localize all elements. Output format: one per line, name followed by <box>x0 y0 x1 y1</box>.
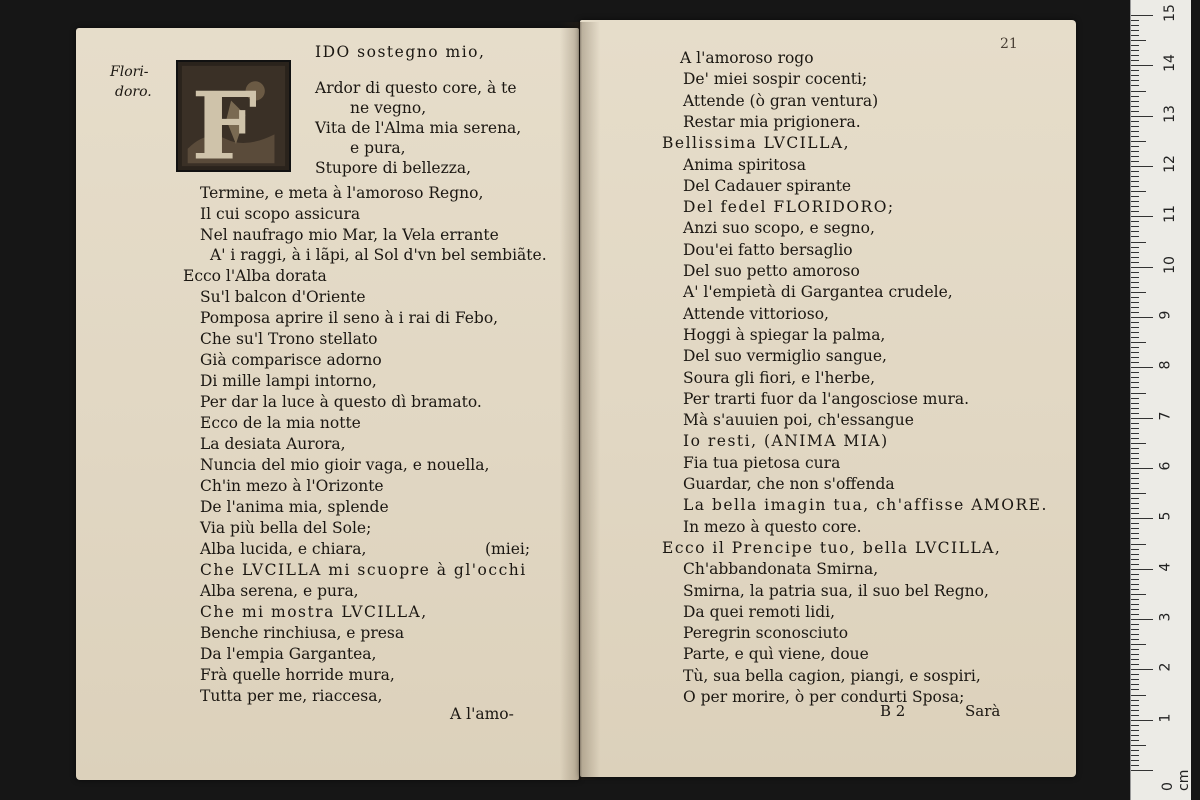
left-text-line: Vita de l'Alma mia serena, <box>315 119 522 137</box>
ruler-tick <box>1131 257 1139 258</box>
ruler-tick <box>1131 242 1146 243</box>
ruler-tick <box>1131 231 1139 232</box>
ruler-tick <box>1131 604 1139 605</box>
ruler-tick <box>1131 171 1139 172</box>
ruler-tick <box>1131 574 1139 575</box>
ruler-tick <box>1131 705 1139 706</box>
ruler-label: 6 <box>1157 461 1174 471</box>
ruler-tick <box>1131 106 1139 107</box>
ruler-label: 12 <box>1161 155 1178 173</box>
ruler-tick <box>1131 297 1139 298</box>
svg-text:F: F <box>191 71 258 170</box>
ruler-tick <box>1131 443 1146 444</box>
ruler-tick <box>1131 382 1139 383</box>
ruler-tick <box>1131 352 1139 353</box>
ruler-tick <box>1131 674 1139 675</box>
right-text-line: Tù, sua bella cagion, piangi, e sospiri, <box>683 666 981 685</box>
ruler-tick <box>1131 750 1139 751</box>
right-text-line: Restar mia prigionera. <box>683 112 861 131</box>
ruler-tick <box>1131 196 1139 197</box>
ruler-tick <box>1131 488 1139 489</box>
right-text-line: Dou'ei fatto bersaglio <box>683 240 853 259</box>
ruler-tick <box>1131 60 1139 61</box>
ruler-tick <box>1131 695 1146 696</box>
ruler-tick <box>1131 252 1139 253</box>
ruler-tick <box>1131 337 1139 338</box>
ruler-tick <box>1131 735 1139 736</box>
ruler-tick <box>1131 765 1139 766</box>
left-text-line: Da l'empia Gargantea, <box>200 645 377 663</box>
ruler-tick <box>1131 523 1139 524</box>
ruler-tick <box>1131 367 1153 368</box>
ruler-tick <box>1131 70 1139 71</box>
ruler-tick <box>1131 700 1139 701</box>
ruler-tick <box>1131 770 1153 771</box>
right-text-line: Fia tua pietosa cura <box>683 453 841 472</box>
ruler-tick <box>1131 614 1139 615</box>
right-text-line: In mezo à questo core. <box>683 517 862 536</box>
ruler-tick <box>1131 413 1139 414</box>
ruler-tick <box>1131 131 1139 132</box>
ruler-tick <box>1131 322 1139 323</box>
ruler-tick <box>1131 549 1139 550</box>
ruler-tick <box>1131 760 1139 761</box>
ruler-tick <box>1131 302 1139 303</box>
right-text-line: Io resti, (ANIMA MIA) <box>683 432 889 451</box>
ruler-label: 9 <box>1157 310 1174 320</box>
right-text-line: Hoggi à spiegar la palma, <box>683 325 886 344</box>
right-text-line: La bella imagin tua, ch'affisse AMORE. <box>683 496 1048 515</box>
ruler-tick <box>1131 216 1153 217</box>
left-text-line: Pomposa aprire il seno à i rai di Febo, <box>200 309 499 327</box>
ruler-tick <box>1131 292 1146 293</box>
ruler-tick <box>1131 649 1139 650</box>
ruler-tick <box>1131 468 1153 469</box>
left-text-line: Stupore di bellezza, <box>315 159 472 177</box>
right-text-line: A l'amoroso rogo <box>680 49 814 67</box>
ruler-tick <box>1131 428 1139 429</box>
ruler-tick <box>1131 745 1146 746</box>
ruler-tick <box>1131 55 1139 56</box>
ruler-tick <box>1131 740 1139 741</box>
left-text-line: Che LVCILLA mi scuopre à gl'occhi <box>200 561 527 579</box>
ruler-tick <box>1131 594 1146 595</box>
right-text-line: Guardar, che non s'offenda <box>683 475 895 493</box>
ruler-tick <box>1131 403 1139 404</box>
ruler-tick <box>1131 669 1153 670</box>
ruler-tick <box>1131 408 1139 409</box>
left-text-line: La desiata Aurora, <box>200 435 346 453</box>
ruler-tick <box>1131 508 1139 509</box>
ruler-tick <box>1131 357 1139 358</box>
ruler-label: 15 <box>1161 4 1178 22</box>
signature-mark: B 2 <box>880 702 906 720</box>
ruler-tick <box>1131 262 1139 263</box>
ruler-tick <box>1131 579 1139 580</box>
ruler-label: 5 <box>1157 511 1174 521</box>
ruler-tick <box>1131 473 1139 474</box>
right-text-line: Peregrin sconosciuto <box>683 624 849 643</box>
ruler-tick <box>1131 387 1139 388</box>
ruler-label: 1 <box>1157 713 1174 723</box>
ruler-tick <box>1131 423 1139 424</box>
right-text-line: Del suo vermiglio sangue, <box>683 347 887 366</box>
left-text-line: Che mi mostra LVCILLA, <box>200 603 428 621</box>
right-text-line: Per trarti fuor da l'angosciose mura. <box>683 389 970 408</box>
ruler-tick <box>1131 377 1139 378</box>
left-text-line: Già comparisce adorno <box>200 351 382 369</box>
ruler-tick <box>1131 317 1153 318</box>
ruler-tick <box>1131 75 1139 76</box>
ruler-label: 7 <box>1157 411 1174 421</box>
ruler-tick <box>1131 679 1139 680</box>
ruler-tick <box>1131 156 1139 157</box>
ruler-tick <box>1131 609 1139 610</box>
ruler-tick <box>1131 35 1139 36</box>
ruler-tick <box>1131 544 1146 545</box>
right-text-line: De' miei sospir cocenti; <box>683 70 868 89</box>
ruler-tick <box>1131 332 1139 333</box>
left-text-line: Termine, e meta à l'amoroso Regno, <box>200 184 484 202</box>
ruler-tick <box>1131 327 1139 328</box>
ruler-tick <box>1131 312 1139 313</box>
ruler-tick <box>1131 398 1139 399</box>
ruler-tick <box>1131 362 1139 363</box>
ruler-tick <box>1131 659 1139 660</box>
right-text-line: Del fedel FLORIDORO; <box>683 198 895 217</box>
ruler-tick <box>1131 478 1139 479</box>
ruler-tick <box>1131 639 1139 640</box>
ruler-tick <box>1131 483 1139 484</box>
ruler-label: 13 <box>1161 104 1178 123</box>
left-text-line: Ecco l'Alba dorata <box>183 267 327 285</box>
ruler-tick <box>1131 634 1139 635</box>
left-text-line: (miei; <box>485 540 531 558</box>
ruler-tick <box>1131 533 1139 534</box>
ruler-tick <box>1131 458 1139 459</box>
ruler-label: 2 <box>1157 662 1174 672</box>
ruler-tick <box>1131 45 1139 46</box>
ruler-tick <box>1131 85 1139 86</box>
left-catchword: A l'amo- <box>450 705 514 723</box>
ruler-label: 0 cm <box>1160 769 1192 791</box>
right-text-line: Attende (ò gran ventura) <box>683 91 879 110</box>
ruler-tick <box>1131 689 1139 690</box>
ruler-tick <box>1131 236 1139 237</box>
ruler-tick <box>1131 493 1146 494</box>
left-text-line: IDO sostegno mio, <box>315 43 486 61</box>
right-text-line: Mà s'auuien poi, ch'essangue <box>683 411 914 430</box>
right-text-line: Del Cadauer spirante <box>683 176 852 195</box>
ruler-tick <box>1131 418 1153 419</box>
left-text-line: Che su'l Trono stellato <box>200 330 378 348</box>
ruler-label: 4 <box>1157 562 1174 572</box>
ruler-tick <box>1131 91 1146 92</box>
ruler-tick <box>1131 96 1139 97</box>
ruler-tick <box>1131 644 1146 645</box>
ruler-tick <box>1131 282 1139 283</box>
left-text-line: Alba serena, e pura, <box>200 582 359 600</box>
ruler-tick <box>1131 393 1146 394</box>
ruler-tick <box>1131 453 1139 454</box>
ruler-tick <box>1131 755 1139 756</box>
ruler-tick <box>1131 503 1139 504</box>
left-text-line: Su'l balcon d'Oriente <box>200 288 366 306</box>
ruler-tick <box>1131 15 1153 16</box>
ruler-tick <box>1131 146 1139 147</box>
right-text-line: Bellissima LVCILLA, <box>662 134 851 153</box>
right-text-line: Parte, e quì viene, doue <box>683 645 869 664</box>
left-text-line: Via più bella del Sole; <box>200 519 372 537</box>
woodcut-initial-icon <box>178 62 289 170</box>
right-text-line: Anima spiritosa <box>683 155 806 174</box>
left-text-line: Ch'in mezo à l'Orizonte <box>200 477 384 495</box>
ruler-tick <box>1131 528 1139 529</box>
right-text-line: Smirna, la patria sua, il suo bel Regno, <box>683 581 989 600</box>
ruler-tick <box>1131 569 1153 570</box>
left-text-line: Nuncia del mio gioir vaga, e nouella, <box>200 456 490 474</box>
ruler-tick <box>1131 559 1139 560</box>
ruler-tick <box>1131 684 1139 685</box>
ruler-tick <box>1131 176 1139 177</box>
ruler-tick <box>1131 372 1139 373</box>
right-text-line: O per morire, ò per condurti Sposa; <box>683 688 965 706</box>
ruler-tick <box>1131 564 1139 565</box>
ruler-tick <box>1131 50 1139 51</box>
ruler-tick <box>1131 624 1139 625</box>
ruler-tick <box>1131 80 1139 81</box>
ruler-tick <box>1131 518 1153 519</box>
left-text-line: Ardor di questo core, à te <box>315 79 517 97</box>
ruler-label: 11 <box>1161 205 1178 224</box>
ruler-label: 3 <box>1157 612 1174 622</box>
ruler-tick <box>1131 619 1153 620</box>
ruler-tick <box>1131 226 1139 227</box>
decorated-initial-letter <box>176 60 291 172</box>
ruler-tick <box>1131 730 1139 731</box>
ruler-tick <box>1131 599 1139 600</box>
ruler-tick <box>1131 126 1139 127</box>
ruler-tick <box>1131 277 1139 278</box>
left-text-line: Alba lucida, e chiara, <box>200 540 367 558</box>
ruler-tick <box>1131 715 1139 716</box>
ruler-tick <box>1131 191 1146 192</box>
ruler-tick <box>1131 664 1139 665</box>
ruler-tick <box>1131 136 1139 137</box>
ruler-tick <box>1131 101 1139 102</box>
ruler-tick <box>1131 247 1139 248</box>
ruler-tick <box>1131 186 1139 187</box>
ruler-tick <box>1131 141 1146 142</box>
ruler-tick <box>1131 40 1146 41</box>
measurement-ruler <box>1130 0 1191 800</box>
ruler-tick <box>1131 116 1153 117</box>
margin-note-line-1: Flori- <box>110 64 149 80</box>
ruler-tick <box>1131 221 1139 222</box>
ruler-tick <box>1131 448 1139 449</box>
ruler-tick <box>1131 161 1139 162</box>
ruler-tick <box>1131 433 1139 434</box>
ruler-tick <box>1131 25 1139 26</box>
right-text-line: Soura gli fiori, e l'herbe, <box>683 368 876 387</box>
right-catchword: Sarà <box>965 702 1001 720</box>
left-text-line: Tutta per me, riaccesa, <box>200 687 383 705</box>
ruler-tick <box>1131 463 1139 464</box>
ruler-tick <box>1131 584 1139 585</box>
left-text-line: ne vegno, <box>350 99 427 117</box>
right-text-line: Del suo petto amoroso <box>683 262 860 280</box>
ruler-label: 8 <box>1157 360 1174 370</box>
ruler-tick <box>1131 30 1139 31</box>
ruler-tick <box>1131 151 1139 152</box>
left-text-line: Il cui scopo assicura <box>200 205 361 223</box>
ruler-tick <box>1131 513 1139 514</box>
ruler-tick <box>1131 166 1153 167</box>
ruler-tick <box>1131 20 1139 21</box>
ruler-label: 14 <box>1161 54 1178 73</box>
left-text-line: De l'anima mia, splende <box>200 498 389 516</box>
ruler-tick <box>1131 725 1139 726</box>
left-text-line: Per dar la luce à questo dì bramato. <box>200 393 482 411</box>
left-text-line: Ecco de la mia notte <box>200 414 361 432</box>
ruler-tick <box>1131 121 1139 122</box>
ruler-tick <box>1131 654 1139 655</box>
margin-note-line-2: doro. <box>115 84 152 100</box>
page-number: 21 <box>1000 36 1018 52</box>
right-text-line: Anzi suo scopo, e segno, <box>683 219 875 238</box>
left-text-line: Di mille lampi intorno, <box>200 372 377 390</box>
right-text-line: Attende vittorioso, <box>683 304 829 323</box>
ruler-tick <box>1131 111 1139 112</box>
ruler-tick <box>1131 347 1139 348</box>
ruler-tick <box>1131 710 1139 711</box>
right-text-line: Ecco il Prencipe tuo, bella LVCILLA, <box>662 538 1002 557</box>
left-text-line: A' i raggi, à i lãpi, al Sol d'vn bel sembiãte. <box>210 246 547 264</box>
ruler-tick <box>1131 498 1139 499</box>
ruler-tick <box>1131 65 1153 66</box>
left-text-line: Frà quelle horride mura, <box>200 666 395 684</box>
ruler-tick <box>1131 720 1153 721</box>
right-text-line: A' l'empietà di Gargantea crudele, <box>683 283 953 302</box>
ruler-label: 10 <box>1161 255 1178 274</box>
ruler-tick <box>1131 211 1139 212</box>
ruler-tick <box>1131 307 1139 308</box>
ruler-tick <box>1131 342 1146 343</box>
right-text-line: Da quei remoti lidi, <box>683 602 836 621</box>
ruler-tick <box>1131 538 1139 539</box>
right-text-line: Ch'abbandonata Smirna, <box>683 560 879 579</box>
left-text-line: Benche rinchiusa, e presa <box>200 624 405 642</box>
ruler-tick <box>1131 272 1139 273</box>
left-text-line: e pura, <box>350 139 406 157</box>
ruler-tick <box>1131 206 1139 207</box>
ruler-tick <box>1131 287 1139 288</box>
ruler-tick <box>1131 554 1139 555</box>
ruler-tick <box>1131 629 1139 630</box>
ruler-tick <box>1131 438 1139 439</box>
ruler-tick <box>1131 589 1139 590</box>
ruler-tick <box>1131 267 1153 268</box>
ruler-tick <box>1131 181 1139 182</box>
ruler-tick <box>1131 201 1139 202</box>
left-text-line: Nel naufrago mio Mar, la Vela errante <box>200 226 499 244</box>
